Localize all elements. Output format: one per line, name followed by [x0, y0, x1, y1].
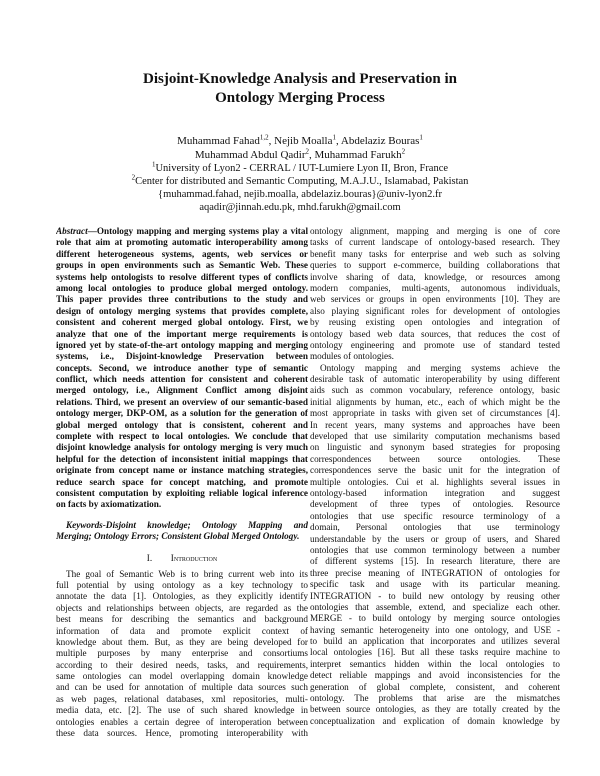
body-line: desirable task of automatic interoperability by using different — [310, 374, 560, 385]
author-name: Muhammad Abdul Qadir — [194, 149, 306, 161]
body-line: benefit many tasks for enterprise and web such as solving — [310, 248, 560, 259]
body-line: ontology based web data sources, that reduces the cost of — [310, 328, 560, 339]
title-line-1: Disjoint-Knowledge Analysis and Preservation in — [143, 71, 457, 87]
body-line: ontologies that assemble, extend, and specialize each other. — [310, 601, 560, 612]
abstract-line: systems, i.e., Disjoint-knowledge Preservation between — [56, 351, 308, 362]
abstract-line: disjoint knowledge analysis for ontology merging is very much — [56, 442, 308, 453]
body-line: information of data and promote explicit context of — [56, 625, 308, 636]
affiliation-1 — [0, 162, 600, 175]
abstract-line: helpful for the detection of inconsistent initial mappings that — [56, 453, 308, 464]
body-line: local ontologies [16]. But all these tasks require machine to — [310, 647, 560, 658]
affiliation-text: Center for distributed and Semantic Computing, M.A.J.U., Islamabad, Pakistan — [135, 176, 469, 187]
abstract-line: design of ontology merging systems that provides complete, — [56, 305, 308, 316]
body-line: involve sharing of data, knowledge, or resources among — [310, 271, 560, 282]
body-line: these data sources. Hence, promoting interoperability with — [56, 728, 308, 739]
paragraph-2 — [310, 363, 560, 728]
abstract-line: role that aim at promoting automatic interoperability among — [56, 237, 308, 248]
body-line: three precise meaning of INTEGRATION of ontologies for — [310, 567, 560, 578]
body-line: conceptualization and explication of domain knowledge by — [310, 715, 560, 726]
abstract-line: conflict, which needs attention for consistent and coherent — [56, 374, 308, 385]
body-line: development of three types of ontologies. Resource — [310, 499, 560, 510]
keywords-line: Merging; Ontology Errors; Consistent Global Merged Ontology. — [56, 531, 300, 542]
body-line: ontology-based information integration and suggest — [310, 487, 560, 498]
spacer — [56, 543, 308, 552]
body-line: INTEGRATION - to build new ontology by reusing other — [310, 590, 560, 601]
author-name: , Nejib Moalla — [268, 135, 333, 147]
body-line: modules of ontologies. — [310, 351, 394, 362]
affiliation-mark: 2 — [131, 173, 136, 182]
body-line: Ontology mapping and merging systems achieve the — [320, 362, 560, 373]
body-line: initial alignments by human, etc., each of which might be the — [310, 396, 560, 407]
body-line: correspondences serve the basic unit for the integration of — [310, 465, 560, 476]
section-title: Introduction — [170, 552, 218, 563]
body-line: ontology. The problems that arise are the mismatches — [310, 693, 560, 704]
body-line: by reusing existing open ontologies and integration of — [310, 317, 560, 328]
keywords-line: Keywords-Disjoint knowledge; Ontology Mapping and — [66, 519, 308, 530]
abstract-line: complete with respect to local ontologies. We conclude that — [56, 431, 308, 442]
abstract-line: reduce search space for concept matching, and promote — [56, 476, 308, 487]
body-line: media data, etc. [2]. The use of such shared knowledge in — [56, 705, 308, 716]
body-line: ontology alignment, mapping and merging is one of core — [310, 226, 560, 236]
body-line: modern companies, multi-agents, autonomous individuals, — [310, 282, 560, 293]
body-line: full potential by using ontology as a key technology to — [56, 579, 308, 590]
abstract-line: merged ontology, i.e., Alignment Conflict among disjoint — [56, 385, 308, 396]
abstract-line: consistent and coherent merged global ontology. First, we — [56, 317, 308, 328]
author-affiliation-mark: 1 — [332, 133, 336, 142]
abstract-line: relations. Third, we present an overview of our semantic-based — [56, 396, 308, 407]
affiliation-text: University of Lyon2 - CERRAL / IUT-Lumiere Lyon II, Bron, France — [155, 163, 449, 174]
body-line: web services or groups in open environments [10]. They are — [310, 294, 560, 305]
body-line: specific task and usage with its particular meaning. — [310, 579, 560, 590]
body-line: ontologies that use common terminology between a number — [310, 544, 560, 555]
abstract-line: concepts. Second, we introduce another type of semantic — [56, 362, 308, 373]
author-line-2 — [0, 148, 600, 162]
body-line: objects and relationships between objects, are regarded as the — [56, 602, 308, 613]
author-affiliation-mark: 2 — [401, 147, 406, 156]
body-line: correspondences between source ontologies. These — [310, 453, 560, 464]
paragraph-1 — [310, 226, 560, 363]
author-name: , Muhammad Farukh — [309, 149, 402, 161]
abstract-line: systems help ontologists to resolve different types of conflicts — [56, 271, 308, 282]
body-line: ontologies enables a certain degree of interoperation between — [56, 716, 308, 727]
abstract-line — [56, 226, 308, 237]
body-line: interpret semantics hidden within the local ontologies to — [310, 658, 560, 669]
abstract-line: analyze that one of the important merge requirements is — [56, 328, 308, 339]
right-column — [310, 226, 560, 727]
abstract-line: global merged ontology that is consistent, coherent and — [56, 419, 308, 430]
body-line: to build an application that incorporates and utilizes several — [310, 636, 560, 647]
body-line: aids such as common vocabulary, reference ontology, basic — [310, 385, 560, 396]
body-line: multiple purposes by many enterprise and consortiums — [56, 648, 308, 659]
abstract-line: on facts by axiomatization. — [56, 499, 162, 510]
email-line-1: {muhammad.fahad, nejib.moalla, abdelaziz.bouras}@univ-lyon2.fr — [158, 189, 442, 200]
abstract-line: among local ontologies to produce global merged ontology. — [56, 282, 308, 293]
author-affiliation-mark: 2 — [305, 147, 310, 156]
author-affiliation-mark: 1 — [419, 133, 423, 142]
abstract-label: Abstract — [56, 226, 88, 236]
left-column — [56, 226, 308, 739]
body-line: tasks of current landscape of ontology-based research. They — [310, 237, 560, 248]
abstract — [56, 226, 308, 511]
affiliation-2 — [0, 175, 600, 188]
body-line: most appropriate in tasks with given set of circumstances [4]. — [310, 408, 560, 419]
section-number: I. — [146, 552, 153, 563]
author-name: Muhammad Fahad — [177, 135, 260, 147]
body-line: knowledge about them. But, as they are being developed for — [56, 636, 308, 647]
author-affiliation-mark: 1,2 — [259, 133, 269, 142]
abstract-line: ontology merger, DKP-OM, as a solution for the generation of — [56, 408, 308, 419]
body-line: developed that use similarity computation mechanisms based — [310, 431, 560, 442]
body-line: detect reliable mappings and avoid inconsistencies for the — [310, 670, 560, 681]
keywords — [56, 520, 308, 543]
section-heading-introduction — [56, 552, 308, 564]
spacer — [56, 511, 308, 520]
body-line: ontologies that use specific resource terminology of a — [310, 510, 560, 521]
introduction-text — [56, 569, 308, 740]
author-name: , Abdelaziz Bouras — [336, 135, 420, 147]
body-line: on linguistic and synonym based strategies for proposing — [310, 442, 560, 453]
body-line: generation of global complete, consistent, and coherent — [310, 681, 560, 692]
body-line: same ontologies can model overlapping domain knowledge — [56, 671, 308, 682]
abstract-line: This paper provides three contributions to the study and — [56, 294, 308, 305]
body-line: domain, Personal ontologies that use terminology — [310, 522, 560, 533]
abstract-line: ignored yet by state-of-the-art ontology mapping and merging — [56, 339, 308, 350]
body-line: best means for describing the semantics and background — [56, 614, 308, 625]
author-line-1 — [0, 134, 600, 148]
email-line-2: aqadir@jinnah.edu.pk, mhd.farukh@gmail.com — [199, 202, 401, 213]
body-line: understandable by the users or group of users, and Shared — [310, 533, 560, 544]
abstract-line: consistent computation by exploiting reliable logical inference — [56, 487, 308, 498]
body-line: annotate the data [1]. Ontologies, as they explicitly identify — [56, 591, 308, 602]
body-line: The goal of Semantic Web is to bring current web into its — [66, 568, 308, 579]
body-line: ontology engineering and promote use of standard tested — [310, 339, 560, 350]
abstract-line-rest: —Ontology mapping and merging systems play a vital — [87, 226, 308, 236]
abstract-line: different heterogeneous systems, agents, web services or — [56, 248, 308, 259]
body-line: queries to support e-commerce, building collaborations that — [310, 260, 560, 271]
body-line: In recent years, many systems and approaches have been — [310, 419, 560, 430]
abstract-line: originate from concept name or instance matching strategies, — [56, 465, 308, 476]
body-line: and can be used for annotation of multiple data sources such — [56, 682, 308, 693]
body-line: multiple ontologies. Cui et al. highlights several issues in — [310, 476, 560, 487]
body-line: of different systems [15]. In research literature, there are — [310, 556, 560, 567]
abstract-line: groups in open environments such as Semantic Web. These — [56, 260, 308, 271]
body-line: according to their desired needs, tasks, and requirements, — [56, 659, 308, 670]
title-line-2: Ontology Merging Process — [215, 90, 385, 106]
author-block — [0, 134, 600, 214]
paper-title — [0, 70, 600, 108]
body-line: MERGE - to build ontology by merging source ontologies — [310, 613, 560, 624]
body-line: as web pages, relational databases, xml repositories, multi- — [56, 693, 308, 704]
body-line: also playing significant roles for development of ontologies — [310, 305, 560, 316]
affiliation-mark: 1 — [151, 160, 156, 169]
body-line: having semantic heterogeneity into one ontology, and USE - — [310, 624, 560, 635]
body-line: between source ontologies, as they are totally created by the — [310, 704, 560, 715]
